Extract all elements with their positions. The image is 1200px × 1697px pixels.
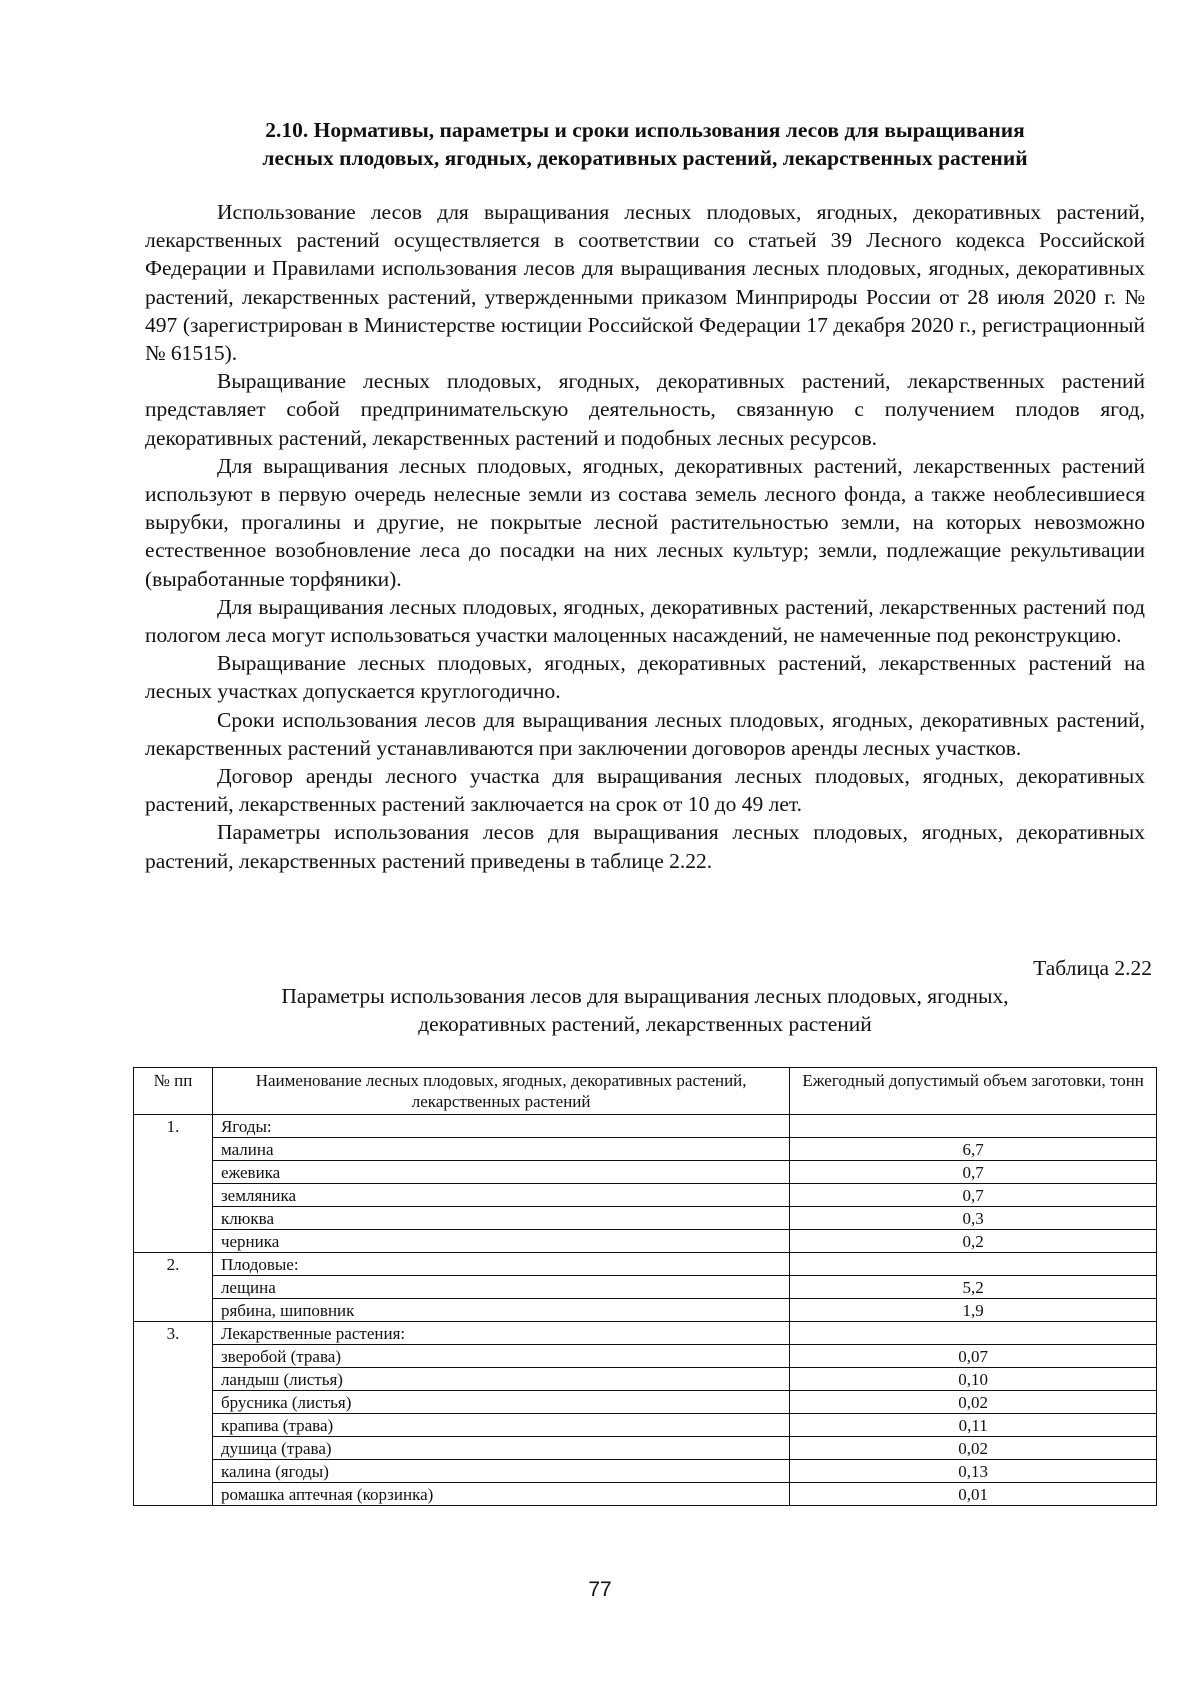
cell-volume: 0,2: [790, 1230, 1157, 1253]
cell-name: ежевика: [212, 1161, 789, 1184]
paragraph: Для выращивания лесных плодовых, ягодных, декоративных растений, лекарственных растений используют в первую очередь нелесные земли из состава земель лесного фонда, а также необлесившиеся вырубки, прогалины и другие, не покрытые лесной растительностью земли, на которых невозможно естественное возобновление леса до посадки на них лесных культур; земли, подлежащие рекультивации (выработанные торфяники).: [145, 453, 1145, 591]
cell-name: душица (трава): [212, 1437, 789, 1460]
cell-num: [134, 1230, 213, 1253]
table-row: [134, 1138, 1157, 1161]
cell-num: [134, 1138, 213, 1161]
table-row: [134, 1460, 1157, 1483]
cell-name: калина (ягоды): [212, 1460, 789, 1483]
cell-name: рябина, шиповник: [212, 1299, 789, 1322]
table-row: [134, 1299, 1157, 1322]
cell-volume: 0,11: [790, 1414, 1157, 1437]
table-title: [145, 982, 1145, 1038]
paragraph: Сроки использования лесов для выращивания лесных плодовых, ягодных, декоративных растений, лекарственных растений устанавливаются при заключении договоров аренды лесных участков.: [145, 707, 1145, 760]
cell-name: лещина: [212, 1276, 789, 1299]
table-group-row: [134, 1322, 1157, 1345]
cell-num: [134, 1368, 213, 1391]
cell-volume: 0,3: [790, 1207, 1157, 1230]
table-row: [134, 1161, 1157, 1184]
cell-name: брусника (листья): [212, 1391, 789, 1414]
cell-num: [134, 1276, 213, 1299]
cell-volume: 0,13: [790, 1460, 1157, 1483]
cell-name: ромашка аптечная (корзинка): [212, 1483, 789, 1506]
table-title-line2: декоративных растений, лекарственных растений: [418, 1012, 872, 1036]
cell-volume: 0,7: [790, 1184, 1157, 1207]
header-name: Наименование лесных плодовых, ягодных, декоративных растений, лекарственных растений: [212, 1068, 789, 1115]
cell-num: 3.: [134, 1322, 213, 1345]
section-heading-line1: 2.10. Нормативы, параметры и сроки использования лесов для выращивания: [265, 118, 1025, 142]
cell-num: [134, 1460, 213, 1483]
cell-volume: 1,9: [790, 1299, 1157, 1322]
table-row: [134, 1276, 1157, 1299]
cell-num: [134, 1437, 213, 1460]
table-row: [134, 1368, 1157, 1391]
cell-name: зверобой (трава): [212, 1345, 789, 1368]
table-row: [134, 1345, 1157, 1368]
table-row: [134, 1391, 1157, 1414]
section-heading: [145, 116, 1145, 172]
table-body: [134, 1115, 1157, 1506]
paragraph: Выращивание лесных плодовых, ягодных, декоративных растений, лекарственных растений представляет собой предпринимательскую деятельность, связанную с получением плодов ягод, декоративных растений, лекарственных растений и подобных лесных ресурсов.: [145, 369, 1145, 450]
cell-volume: 0,02: [790, 1437, 1157, 1460]
cell-volume: [790, 1322, 1157, 1345]
section-heading-line2: лесных плодовых, ягодных, декоративных растений, лекарственных растений: [262, 146, 1028, 170]
table-group-row: [134, 1253, 1157, 1276]
table-row: [134, 1414, 1157, 1437]
cell-name: крапива (трава): [212, 1414, 789, 1437]
cell-name: малина: [212, 1138, 789, 1161]
cell-name: ландыш (листья): [212, 1368, 789, 1391]
header-volume: Ежегодный допустимый объем заготовки, тонн: [790, 1068, 1157, 1115]
cell-num: [134, 1345, 213, 1368]
cell-name: черника: [212, 1230, 789, 1253]
cell-volume: 0,02: [790, 1391, 1157, 1414]
table-row: [134, 1437, 1157, 1460]
paragraph: Использование лесов для выращивания лесных плодовых, ягодных, декоративных растений, лекарственных растений осуществляется в соответствии со статьей 39 Лесного кодекса Российской Федерации и Правилами использования лесов для выращивания лесных плодовых, ягодных, декоративных растений, лекарственных растений, утвержденными приказом Минприроды России от 28 июля 2020 г. № 497 (зарегистрирован в Министерстве юстиции Российской Федерации 17 декабря 2020 г., регистрационный № 61515).: [145, 200, 1145, 366]
cell-num: 2.: [134, 1253, 213, 1276]
cell-num: 1.: [134, 1115, 213, 1138]
cell-num: [134, 1483, 213, 1506]
cell-num: [134, 1161, 213, 1184]
cell-group-title: Плодовые:: [212, 1253, 789, 1276]
cell-group-title: Лекарственные растения:: [212, 1322, 789, 1345]
cell-group-title: Ягоды:: [212, 1115, 789, 1138]
paragraph: Для выращивания лесных плодовых, ягодных, декоративных растений, лекарственных растений под пологом леса могут использоваться участки малоценных насаждений, не намеченные под реконструкцию.: [145, 594, 1145, 648]
table-row: [134, 1230, 1157, 1253]
paragraph: Параметры использования лесов для выращивания лесных плодовых, ягодных, декоративных растений, лекарственных растений приведены в таблице 2.22.: [145, 820, 1145, 873]
cell-volume: 6,7: [790, 1138, 1157, 1161]
cell-num: [134, 1299, 213, 1322]
cell-name: земляника: [212, 1184, 789, 1207]
body-text: [145, 198, 1145, 875]
page-number: 77: [588, 1578, 612, 1601]
cell-name: клюква: [212, 1207, 789, 1230]
cell-volume: 0,01: [790, 1483, 1157, 1506]
table-row: [134, 1483, 1157, 1506]
cell-num: [134, 1184, 213, 1207]
cell-num: [134, 1207, 213, 1230]
table-header-row: [134, 1068, 1157, 1115]
table-row: [134, 1184, 1157, 1207]
cell-num: [134, 1414, 213, 1437]
cell-volume: 0,7: [790, 1161, 1157, 1184]
cell-volume: 0,10: [790, 1368, 1157, 1391]
header-num: № пп: [134, 1068, 213, 1115]
cell-volume: 5,2: [790, 1276, 1157, 1299]
paragraph: Выращивание лесных плодовых, ягодных, декоративных растений, лекарственных растений на лесных участках допускается круглогодично.: [145, 651, 1145, 704]
parameters-table: [133, 1067, 1157, 1506]
table-group-row: [134, 1115, 1157, 1138]
cell-volume: [790, 1115, 1157, 1138]
table-title-line1: Параметры использования лесов для выращивания лесных плодовых, ягодных,: [281, 984, 1009, 1008]
cell-num: [134, 1391, 213, 1414]
cell-volume: 0,07: [790, 1345, 1157, 1368]
cell-volume: [790, 1253, 1157, 1276]
paragraph: Договор аренды лесного участка для выращивания лесных плодовых, ягодных, декоративных растений, лекарственных растений заключается на срок от 10 до 49 лет.: [145, 764, 1145, 817]
table-row: [134, 1207, 1157, 1230]
table-label: Таблица 2.22: [1033, 956, 1152, 980]
